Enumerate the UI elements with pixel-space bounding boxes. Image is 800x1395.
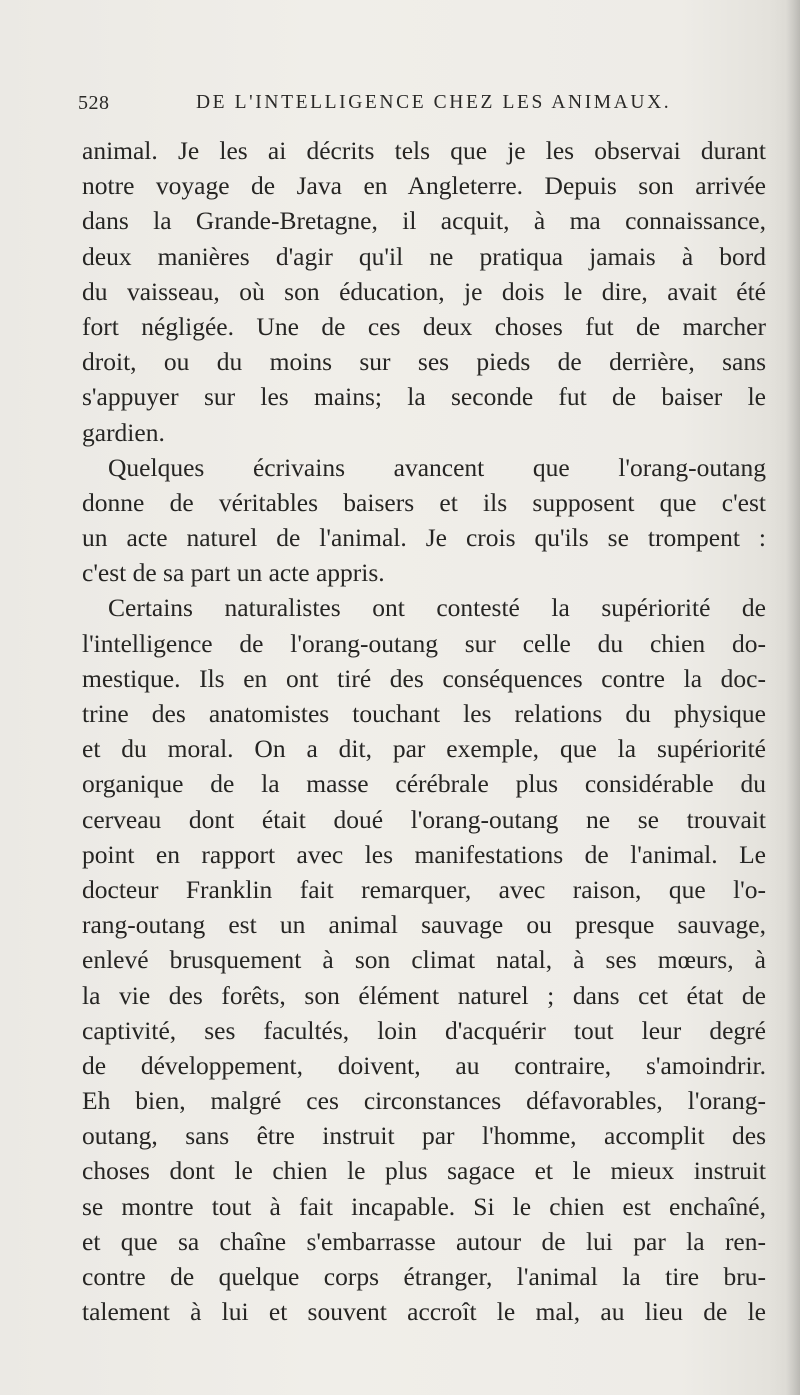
text-line: et que sa chaîne s'embarrasse autour de lui par la ren- [82,1226,766,1256]
text-line: choses dont le chien le plus sagace et le mieux instruit [82,1156,766,1186]
text-line: l'intelligence de l'orang-outang sur celle du chien do- [82,628,766,658]
text-line: Quelques écrivains avancent que l'orang-outang [108,452,766,482]
text-line: la vie des forêts, son élément naturel ; dans cet état de [82,980,766,1010]
running-head [78,92,746,122]
text-line: rang-outang est un animal sauvage ou presque sauvage, [82,910,766,940]
text-line: c'est de sa part un acte appris. [82,558,385,588]
text-line: deux manières d'agir qu'il ne pratiqua jamais à bord [82,241,766,271]
text-line: un acte naturel de l'animal. Je crois qu'ils se trompent : [82,523,766,553]
text-line: Eh bien, malgré ces circonstances défavorables, l'orang- [82,1086,766,1116]
text-line: captivité, ses facultés, loin d'acquérir tout leur degré [82,1015,766,1045]
page-edge-shadow [786,0,800,1395]
text-line: s'appuyer sur les mains; la seconde fut de baiser le [82,382,766,412]
text-line: droit, ou du moins sur ses pieds de derrière, sans [82,347,766,377]
text-line: mestique. Ils en ont tiré des conséquences contre la doc- [82,663,766,693]
text-line: notre voyage de Java en Angleterre. Depuis son arrivée [82,171,766,201]
text-line: du vaisseau, où son éducation, je dois le dire, avait été [82,276,766,306]
text-line: enlevé brusquement à son climat natal, à ses mœurs, à [82,945,766,975]
text-line: docteur Franklin fait remarquer, avec raison, que l'o- [82,874,766,904]
text-line: point en rapport avec les manifestations de l'animal. Le [82,839,766,869]
running-head-title: DE L'INTELLIGENCE CHEZ LES ANIMAUX. [196,92,672,113]
text-line: outang, sans être instruit par l'homme, accomplit des [82,1121,766,1151]
text-line: fort négligée. Une de ces deux choses fut de marcher [82,311,766,341]
text-line: gardien. [82,417,165,447]
text-line: trine des anatomistes touchant les relations du physique [82,699,766,728]
text-line: talement à lui et souvent accroît le mal, au lieu de le [82,1297,766,1327]
text-line: dans la Grande-Bretagne, il acquit, à ma connaissance, [82,206,766,236]
page-number: 528 [78,92,110,114]
text-line: organique de la masse cérébrale plus considérable du [82,769,766,799]
text-line: contre de quelque corps étranger, l'animal la tire bru- [82,1262,766,1291]
text-line: se montre tout à fait incapable. Si le chien est enchaîné, [82,1191,766,1221]
text-line: cerveau dont était doué l'orang-outang ne se trouvait [82,804,766,834]
text-line: donne de véritables baisers et ils supposent que c'est [82,487,766,517]
text-body [82,133,766,1329]
text-line: animal. Je les ai décrits tels que je les observai durant [82,136,766,165]
text-line: et du moral. On a dit, par exemple, que la supériorité [82,734,766,764]
text-line: Certains naturalistes ont contesté la supériorité de [108,593,766,623]
text-line: de développement, doivent, au contraire, s'amoindrir. [82,1050,766,1080]
